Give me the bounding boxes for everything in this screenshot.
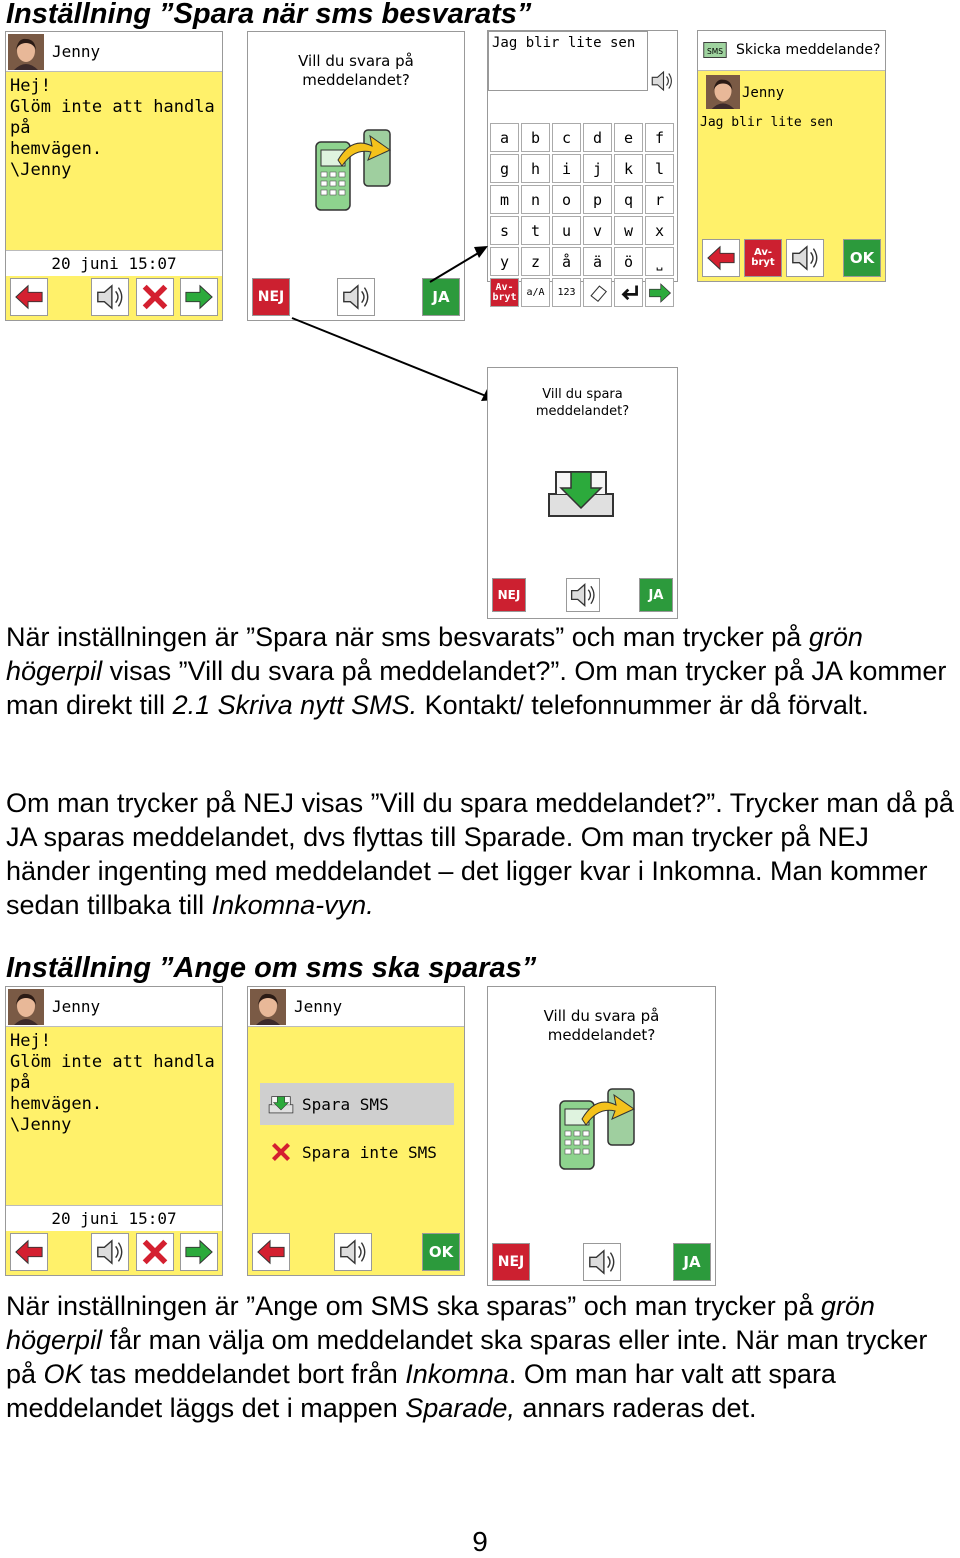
back-button[interactable] [252, 1233, 290, 1271]
key[interactable]: j [583, 154, 612, 183]
message-date: 20 juni 15:07 [6, 250, 222, 276]
sender-name: Jenny [52, 42, 101, 61]
text-run: Kontakt/ telefonnummer är då förvalt. [417, 690, 869, 720]
text-field[interactable]: Jag blir lite sen [488, 31, 648, 91]
sender-name: Jenny [52, 997, 101, 1016]
options-toolbar [248, 1229, 464, 1275]
avatar [250, 989, 286, 1025]
left-arrow-icon [14, 1237, 44, 1267]
case-toggle-key[interactable]: a/A [521, 278, 550, 307]
page-number: 9 [472, 1526, 488, 1557]
sender-name: Jenny [294, 997, 343, 1016]
text-run: När inställningen är ”Ange om SMS ska sparas” och man trycker på [6, 1291, 821, 1321]
key[interactable]: l [645, 154, 674, 183]
yes-button[interactable]: JA [422, 278, 460, 316]
save-toolbar [488, 572, 677, 618]
inbox-screen [5, 986, 223, 1276]
message-body: Hej! Glöm inte att handla på hemvägen. \Jenny [10, 76, 215, 180]
ok-button[interactable]: OK [422, 1233, 460, 1271]
text-run: Sparade, [405, 1393, 515, 1423]
options-header [248, 987, 464, 1027]
key[interactable]: r [645, 185, 674, 214]
key[interactable]: z [521, 247, 550, 276]
text-run: OK [43, 1359, 83, 1389]
right-arrow-icon [184, 1237, 214, 1267]
speaker-button[interactable] [334, 1233, 372, 1271]
key[interactable]: c [552, 123, 581, 152]
avatar [8, 989, 44, 1025]
key[interactable]: n [521, 185, 550, 214]
key[interactable]: o [552, 185, 581, 214]
section2-heading: Inställning ”Ange om sms ska sparas” [6, 952, 537, 984]
key[interactable]: i [552, 154, 581, 183]
key[interactable]: v [583, 216, 612, 245]
key[interactable]: ö [614, 247, 643, 276]
key[interactable]: t [521, 216, 550, 245]
question-toolbar [488, 1239, 715, 1285]
text-run: annars raderas det. [514, 1393, 757, 1423]
flow-arrow [0, 0, 960, 420]
text-run: . Om man har valt att spara meddelandet läggs det i mappen [6, 1359, 836, 1423]
send-title: Skicka meddelande? [736, 42, 881, 58]
speaker-button[interactable] [566, 578, 600, 612]
back-button[interactable] [10, 1233, 48, 1271]
key[interactable]: y [490, 247, 519, 276]
text-run: Om man trycker på NEJ visas ”Vill du spara meddelandet?”. Trycker man då på JA sparas meddelandet, dvs flyttas till Sparade. Om man trycker på NEJ händer ingenting med meddelandet – det ligger kvar i Inkomna. Man kommer sedan tillbaka till [6, 788, 954, 920]
numbers-key[interactable]: 123 [552, 278, 581, 307]
no-save-sms-option[interactable] [260, 1131, 454, 1173]
text-run: Inkomna [405, 1359, 509, 1389]
no-save-sms-label: Spara inte SMS [302, 1142, 437, 1162]
message-body: Hej! Glöm inte att handla på hemvägen. \Jenny [10, 1031, 215, 1135]
no-button[interactable]: NEJ [492, 578, 526, 612]
recipient-name: Jenny [742, 85, 785, 101]
save-sms-label: Spara SMS [302, 1094, 389, 1114]
yes-button[interactable]: JA [639, 578, 673, 612]
left-arrow-icon [256, 1237, 286, 1267]
save-options-screen [247, 986, 465, 1276]
yes-button[interactable]: JA [673, 1243, 711, 1281]
key[interactable]: s [490, 216, 519, 245]
section1-heading: Inställning ”Spara när sms besvarats” [6, 0, 532, 30]
save-sms-option[interactable] [260, 1083, 454, 1125]
text-run: Inkomna-vyn. [211, 890, 374, 920]
text-run: får man välja om meddelandet ska sparas eller inte. När man trycker på [6, 1325, 928, 1389]
forward-button[interactable] [180, 1233, 218, 1271]
key[interactable]: a [490, 123, 519, 152]
key[interactable]: m [490, 185, 519, 214]
speaker-icon [569, 581, 597, 609]
no-button[interactable]: NEJ [492, 1243, 530, 1281]
speaker-icon [338, 1237, 368, 1267]
key[interactable]: h [521, 154, 550, 183]
save-icon [268, 1093, 294, 1115]
key[interactable]: d [583, 123, 612, 152]
text-run: grön högerpil [6, 1291, 875, 1355]
key[interactable]: x [645, 216, 674, 245]
delete-button[interactable] [136, 1233, 174, 1271]
key[interactable]: e [614, 123, 643, 152]
text-run: grön högerpil [6, 622, 863, 686]
key[interactable]: f [645, 123, 674, 152]
inbox-header [6, 987, 222, 1027]
close-icon [140, 1237, 170, 1267]
message-date: 20 juni 15:07 [6, 1205, 222, 1231]
key[interactable]: ä [583, 247, 612, 276]
cancel-button[interactable]: Av-bryt [490, 278, 519, 307]
speaker-button[interactable] [91, 1233, 129, 1271]
reply-question-screen [487, 986, 716, 1286]
speaker-icon [95, 1237, 125, 1267]
text-run: visas ”Vill du svara på meddelandet?”. Om man trycker på JA kommer man direkt till [6, 656, 947, 720]
cancel-button[interactable]: Av-bryt [744, 239, 782, 277]
space-key[interactable]: ⎵ [645, 247, 674, 276]
text-run: tas meddelandet bort från [82, 1359, 406, 1389]
reply-phones-icon [552, 1079, 652, 1179]
save-question-screen [487, 367, 678, 619]
inbox-toolbar [6, 1229, 222, 1275]
no-button[interactable]: NEJ [252, 278, 290, 316]
speaker-icon [587, 1247, 617, 1277]
ok-button[interactable]: OK [843, 239, 881, 277]
key[interactable]: p [583, 185, 612, 214]
key[interactable]: g [490, 154, 519, 183]
reply-question-text: Vill du svara på meddelandet? [543, 1007, 660, 1044]
key[interactable]: b [521, 123, 550, 152]
key[interactable]: å [552, 247, 581, 276]
reply-question-text: Vill du svara på meddelandet? [298, 52, 414, 89]
no-save-icon [268, 1141, 294, 1163]
save-icon [546, 464, 616, 520]
key[interactable]: u [552, 216, 581, 245]
send-text: Jag blir lite sen [700, 115, 834, 130]
speaker-button[interactable] [583, 1243, 621, 1281]
paragraph-1 [6, 620, 956, 722]
text-run: 2.1 Skriva nytt SMS. [172, 690, 418, 720]
key[interactable]: k [614, 154, 643, 183]
text-run: När inställningen är ”Spara när sms besvarats” och man trycker på [6, 622, 809, 652]
save-question-text: Vill du spara meddelandet? [535, 387, 630, 419]
key[interactable]: q [614, 185, 643, 214]
paragraph-2 [6, 786, 956, 922]
paragraph-3 [6, 1289, 956, 1425]
key[interactable]: w [614, 216, 643, 245]
